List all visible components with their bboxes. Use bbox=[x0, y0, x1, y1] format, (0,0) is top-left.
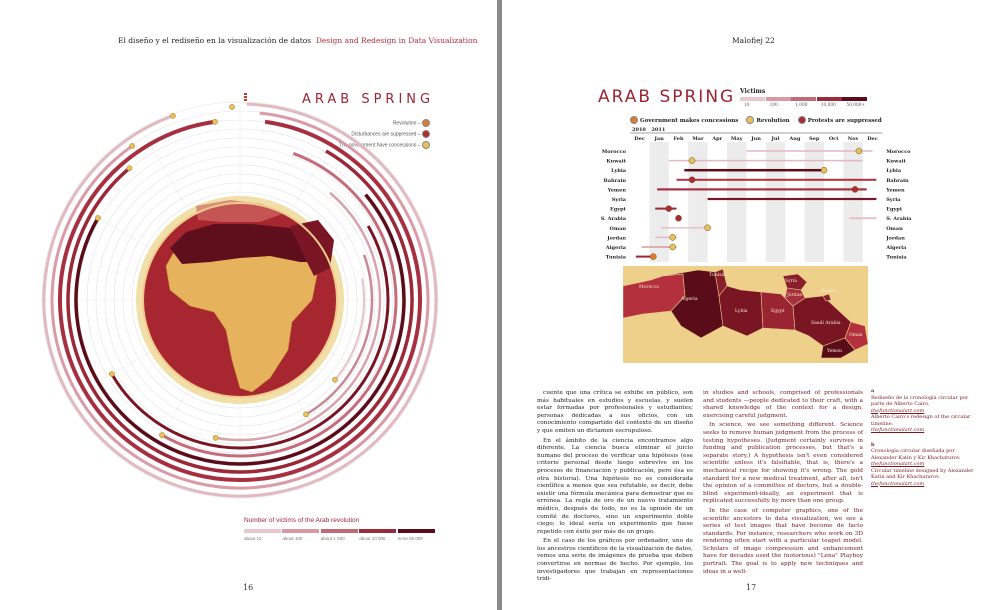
victims-swatch bbox=[842, 97, 867, 101]
note-link[interactable]: thefunctionalart.com bbox=[871, 480, 925, 487]
right-header: Malofiej 22 bbox=[732, 36, 775, 45]
month-label: May bbox=[730, 136, 743, 142]
country-bar bbox=[677, 179, 877, 181]
victims-label: Victims bbox=[740, 88, 766, 95]
year-label: 2011 bbox=[651, 127, 666, 133]
country-label-left: Yemen bbox=[607, 187, 626, 194]
country-label-right: Lybia bbox=[886, 168, 902, 175]
month-label: Oct bbox=[828, 136, 839, 142]
country-label-left: Jordan bbox=[607, 235, 626, 242]
month-label: Dec bbox=[634, 136, 645, 142]
event-dot bbox=[676, 215, 682, 221]
note-text: Rediseño de la cronología circular por parte de Alberto Cairo. bbox=[871, 394, 969, 407]
victims-tick-label: 100 bbox=[769, 103, 778, 108]
paragraph: In the case of computer graphics, one of the scientific ancestors to data visualization, we see a series of test images that have become de facto standards. For instance, researchers who work on 3D rendering often start with a particular teapot model. Scholars of image compression and enhancement have for decades used the (notorious) "Lena" Playboy portrait. The goal is to apply new techniques and ideas in a well- bbox=[703, 507, 863, 575]
event-dot bbox=[650, 254, 656, 260]
map-label: Algeria bbox=[681, 297, 698, 302]
event-dot bbox=[127, 166, 132, 171]
country-label-right: S. Arabia bbox=[886, 216, 912, 223]
victims-legend-scale bbox=[244, 529, 436, 545]
event-dot bbox=[705, 225, 711, 231]
victims-legend-label: more 50 000 bbox=[397, 536, 423, 541]
victims-legend-swatch bbox=[321, 529, 358, 533]
text-column-english bbox=[703, 390, 863, 578]
note-link[interactable]: thefunctionalart.com bbox=[871, 461, 925, 467]
victims-tick-label: 10,000 bbox=[820, 103, 836, 108]
text-column-spanish bbox=[537, 390, 693, 586]
country-label-right: Algeria bbox=[886, 245, 907, 251]
country-label-left: Kuwait bbox=[606, 158, 626, 165]
country-label-right: Morocco bbox=[886, 149, 911, 155]
country-label-right: Kuwait bbox=[886, 158, 906, 165]
event-dot bbox=[670, 234, 676, 240]
event-dot bbox=[852, 186, 858, 192]
victims-tick-label: 1,000 bbox=[795, 103, 808, 108]
map-label: Oman bbox=[849, 333, 863, 338]
legend-label: The government have concessions – bbox=[338, 142, 422, 149]
note-text: Cronología circular diseñada por Alexander Katin y Kir Khachaturov. bbox=[871, 448, 961, 461]
month-label: Mar bbox=[692, 136, 704, 142]
event-dot bbox=[170, 113, 175, 118]
event-dot bbox=[303, 412, 308, 417]
victims-legend-swatch bbox=[244, 529, 281, 533]
event-dot bbox=[821, 167, 827, 173]
event-dot bbox=[856, 148, 862, 154]
note-text-en: Alberto Cairo's redesign of the circular timeline. bbox=[871, 414, 971, 427]
country-label-right: Oman bbox=[886, 225, 903, 232]
victims-swatch bbox=[740, 97, 765, 101]
paragraph: cuente que una crítica se exhibe en público, son más habituales en estudios y escuelas, y suelen estar formadas por profesionales y estudiantes; personas dedicadas a sus oficios, con un conocimiento compartido del contexto de un diseño y que emiten un dictamen escrupuloso. bbox=[537, 390, 693, 434]
note-link[interactable]: thefunctionalart.com bbox=[871, 427, 925, 433]
note-text-en: Circular timeline designed by Alexander Katin and Kir Khachaturov. bbox=[871, 467, 974, 480]
event-dot bbox=[229, 104, 234, 109]
victims-legend-swatch bbox=[282, 529, 319, 533]
victims-legend-swatch bbox=[398, 529, 435, 533]
month-label: Jul bbox=[771, 136, 780, 142]
left-page bbox=[0, 0, 497, 610]
country-label-left: Bahrain bbox=[603, 177, 626, 184]
month-label: Jun bbox=[751, 136, 761, 142]
country-bar bbox=[708, 198, 877, 200]
paragraph: En el caso de los gráficos por ordenador, uno de los ancestros científicos de la visualización de datos, vemos una serie de imágenes de prueba que deben convertirse en normas de hecho. Por ejemplo, los investigadores que trabajan en representaciones tridi- bbox=[537, 538, 693, 583]
right-chart-title: ARAB SPRING bbox=[598, 87, 736, 107]
victims-legend-label: about 1 000 bbox=[320, 536, 345, 541]
left-chart-title: ARAB SPRING bbox=[302, 92, 435, 107]
month-label: Apr bbox=[712, 136, 723, 142]
country-label-right: Tunisia bbox=[886, 254, 907, 261]
country-bar bbox=[746, 150, 872, 152]
note-marker: a bbox=[871, 388, 875, 394]
map-label: Egypt bbox=[771, 309, 785, 314]
month-label: Nov bbox=[847, 136, 859, 142]
victims-swatch bbox=[817, 97, 842, 101]
note-marker: b bbox=[871, 441, 875, 448]
paragraph: In science, we see something different. Science seeks to remove human judgment from the process of testing hypotheses. (Judgment certainly survives in funding and publication processes, but that's a separate story.) A hypothesis isn't even considered scientific unless it's falsifiable, that is, there's a mechanical recipe for showing it's wrong. The gold standard for a new medical treatment, after all, isn't the opinion of a committee of doctors, but a double-blind experiment-ideally, an experiment that is replicated successfully by more than one group. bbox=[703, 422, 863, 505]
map-label: Jordan bbox=[787, 293, 803, 298]
header-english: Design and Redesign in Data Visualization bbox=[315, 36, 478, 45]
event-dot bbox=[212, 119, 217, 124]
legend-label: Revolution bbox=[756, 117, 790, 124]
legend-label: Government makes concessions bbox=[640, 117, 739, 124]
country-label-left: Oman bbox=[609, 225, 626, 232]
legend-label: Revolution – bbox=[392, 120, 422, 127]
map-label: Saudi Arabia bbox=[811, 321, 841, 326]
victims-legend-title: Number of victims of the Arab revolution bbox=[244, 517, 360, 524]
country-label-right: Bahrain bbox=[886, 177, 909, 184]
left-page-number: 16 bbox=[243, 583, 254, 592]
legend-label: Disturbances are suppressed – bbox=[351, 131, 422, 138]
event-dot bbox=[689, 158, 695, 164]
country-label-left: Tunisia bbox=[605, 254, 626, 261]
country-label-left: Morocco bbox=[601, 149, 626, 155]
victims-scale bbox=[740, 88, 868, 110]
country-label-left: S. Arabia bbox=[600, 216, 626, 223]
map-label: Syria bbox=[785, 279, 797, 284]
country-bar bbox=[657, 188, 867, 190]
side-notes bbox=[871, 388, 977, 487]
linear-timeline bbox=[502, 122, 1000, 262]
map-label: Tunisia bbox=[709, 273, 726, 278]
event-dot bbox=[109, 371, 114, 376]
country-bar bbox=[849, 217, 876, 219]
country-label-right: Yemen bbox=[886, 187, 905, 194]
month-label: Jan bbox=[654, 136, 664, 142]
country-bar bbox=[684, 169, 824, 172]
note-b bbox=[871, 442, 977, 488]
right-page-number: 17 bbox=[746, 583, 757, 592]
country-bar bbox=[669, 160, 863, 162]
note-a bbox=[871, 388, 977, 434]
country-label-left: Syria bbox=[611, 197, 626, 203]
country-label-left: Egypt bbox=[609, 206, 626, 213]
month-label: Dec bbox=[867, 136, 878, 142]
legend-label: Protests are suppressed bbox=[807, 117, 882, 124]
victims-tick-label: 10 bbox=[744, 103, 750, 108]
map-label: Yemen bbox=[827, 349, 843, 354]
event-dot bbox=[159, 432, 164, 437]
victims-swatch bbox=[791, 97, 816, 101]
month-label: Feb bbox=[673, 136, 684, 142]
country-label-right: Egypt bbox=[886, 206, 903, 213]
paragraph: in studios and schools, comprised of professionals and students —people dedicated to their craft, with a shared knowledge of the context for a design, exercising careful judgment. bbox=[703, 390, 863, 419]
map-label: Morocco bbox=[639, 285, 659, 290]
event-dot bbox=[213, 435, 218, 440]
paragraph: En el ámbito de la ciencia encontramos algo diferente. La ciencia busca eliminar el juicio humano del proceso de verificar una hipótesis (ese criterio personal desde luego sobrevive en los procesos de financiación y publicación, pero ésa es otra historia). Una hipótesis no es considerada científica a menos que sea refutable, es decir, debe existir una fórmula mecánica para demostrar que es errónea. La regla de oro de un nuevo tratamiento médico, después de todo, no es la opinión de un comité de doctores, sino un experimento doble ciego; lo ideal sería un experimento que fuese repetido con éxito por más de un grupo. bbox=[537, 437, 693, 535]
victims-swatch bbox=[766, 97, 791, 101]
header-spanish: El diseño y el rediseño en la visualización de datos bbox=[118, 36, 312, 45]
country-label-left: Algeria bbox=[605, 245, 626, 251]
event-dot bbox=[689, 177, 695, 183]
note-link[interactable]: thefunctionalart.com bbox=[871, 407, 925, 414]
victims-tick-label: 50,000+ bbox=[846, 103, 866, 108]
event-dot bbox=[95, 215, 100, 220]
event-dot bbox=[130, 143, 135, 148]
event-dot bbox=[332, 377, 337, 382]
month-band bbox=[649, 142, 668, 262]
map-label: Kuwait bbox=[821, 289, 837, 294]
country-label-right: Syria bbox=[886, 197, 901, 203]
event-dot bbox=[666, 206, 672, 212]
victims-legend-swatch bbox=[359, 529, 396, 533]
victims-legend-label: about 100 bbox=[282, 536, 303, 541]
victims-legend-label: about 10 000 bbox=[359, 536, 386, 541]
month-label: Aug bbox=[789, 136, 801, 142]
event-dot bbox=[670, 244, 676, 250]
country-label-left: Lybia bbox=[611, 168, 626, 175]
victims-legend-label: about 10 bbox=[244, 536, 262, 541]
region-map bbox=[623, 266, 868, 363]
country-bar bbox=[661, 227, 708, 229]
country-label-right: Jordan bbox=[886, 235, 905, 242]
month-label: Sep bbox=[809, 136, 820, 142]
map-label: Lybia bbox=[735, 309, 748, 314]
victims-legend bbox=[244, 517, 436, 545]
victims-ticks bbox=[740, 103, 868, 110]
year-label: 2010 bbox=[632, 127, 646, 133]
